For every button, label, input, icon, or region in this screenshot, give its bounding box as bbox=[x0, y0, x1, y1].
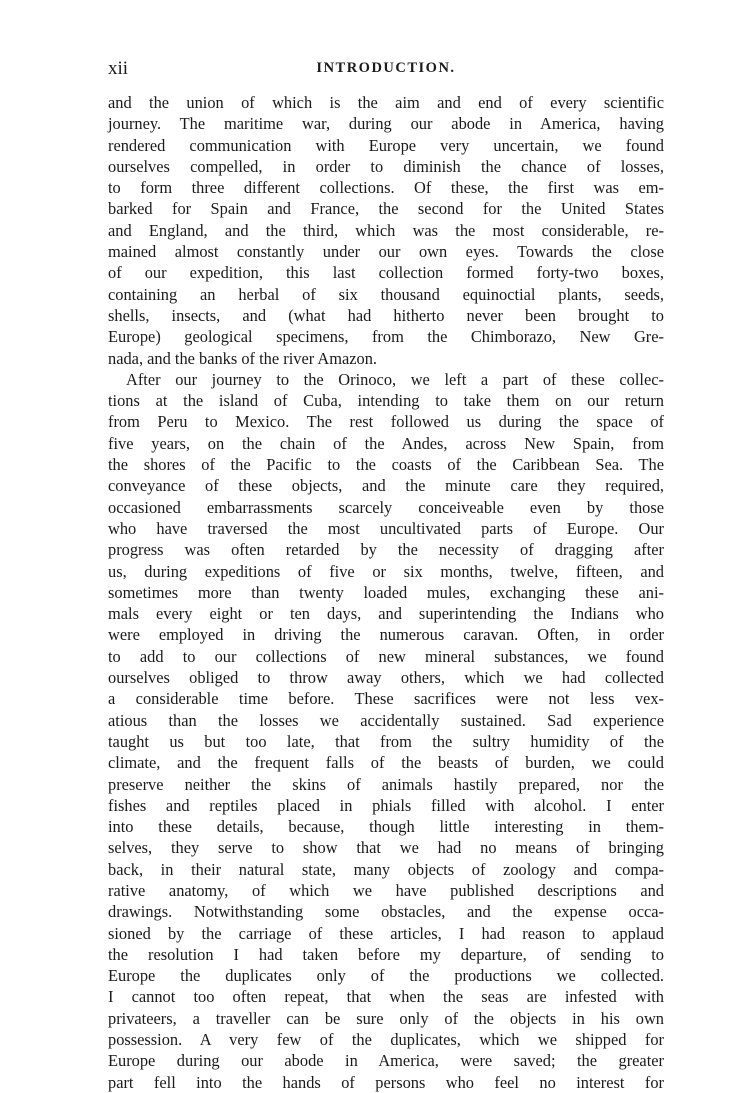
text-line: to add to our collections of new mineral substances, we found bbox=[108, 646, 664, 666]
text-line: After our journey to the Orinoco, we left a part of these collec- bbox=[126, 369, 664, 389]
text-line: I cannot too often repeat, that when the seas are infested with bbox=[108, 987, 664, 1007]
text-line: drawings. Notwithstanding some obstacles, and the expense occa- bbox=[108, 902, 664, 922]
text-line: us, during expeditions of five or six months, twelve, fifteen, and bbox=[108, 561, 664, 581]
text-line: the shores of the Pacific to the coasts of the Caribbean Sea. The bbox=[108, 455, 664, 475]
text-line: the resolution I had taken before my departure, of sending to bbox=[108, 944, 664, 964]
paragraph bbox=[108, 92, 664, 369]
text-line: mained almost constantly under our own eyes. Towards the close bbox=[108, 242, 664, 262]
text-line: Europe during our abode in America, were saved; the greater bbox=[108, 1051, 664, 1071]
text-line: from Peru to Mexico. The rest followed us during the space of bbox=[108, 412, 664, 432]
text-line: ourselves compelled, in order to diminish the chance of losses, bbox=[108, 156, 664, 176]
text-line: fishes and reptiles placed in phials filled with alcohol. I enter bbox=[108, 795, 664, 815]
text-line: occasioned embarrassments scarcely conceiveable even by those bbox=[108, 497, 664, 517]
text-line: part fell into the hands of persons who feel no interest for bbox=[108, 1072, 664, 1092]
text-line: conveyance of these objects, and the minute care they required, bbox=[108, 476, 664, 496]
text-line: ourselves obliged to throw away others, which we had collected bbox=[108, 668, 664, 688]
text-line: tions at the island of Cuba, intending to take them on our return bbox=[108, 391, 664, 411]
text-line: possession. A very few of the duplicates, which we shipped for bbox=[108, 1030, 664, 1050]
text-line: sometimes more than twenty loaded mules, exchanging these ani- bbox=[108, 582, 664, 602]
text-line: who have traversed the most uncultivated parts of Europe. Our bbox=[108, 518, 664, 538]
text-line: taught us but too late, that from the sultry humidity of the bbox=[108, 731, 664, 751]
text-line: Europe the duplicates only of the productions we collected. bbox=[108, 966, 664, 986]
page-number: xii bbox=[108, 58, 129, 79]
text-line: nada, and the banks of the river Amazon. bbox=[108, 348, 377, 368]
text-line: were employed in driving the numerous caravan. Often, in order bbox=[108, 625, 664, 645]
text-line: barked for Spain and France, the second for the United States bbox=[108, 199, 664, 219]
text-line: mals every eight or ten days, and superintending the Indians who bbox=[108, 604, 664, 624]
body-text bbox=[108, 92, 664, 1093]
text-line: progress was often retarded by the necessity of dragging after bbox=[108, 540, 664, 560]
text-line: atious than the losses we accidentally sustained. Sad experience bbox=[108, 710, 664, 730]
text-line: privateers, a traveller can be sure only of the objects in his own bbox=[108, 1008, 664, 1028]
running-head bbox=[108, 58, 664, 92]
text-line: containing an herbal of six thousand equinoctial plants, seeds, bbox=[108, 284, 664, 304]
text-line: selves, they serve to show that we had no means of bringing bbox=[108, 838, 664, 858]
text-line: shells, insects, and (what had hitherto never been brought to bbox=[108, 305, 664, 325]
text-line: five years, on the chain of the Andes, across New Spain, from bbox=[108, 433, 664, 453]
text-line: and England, and the third, which was the most considerable, re- bbox=[108, 220, 664, 240]
text-line: back, in their natural state, many objects of zoology and compa- bbox=[108, 859, 664, 879]
text-line: to form three different collections. Of these, the first was em- bbox=[108, 178, 664, 198]
text-line: Europe) geological specimens, from the Chimborazo, New Gre- bbox=[108, 327, 664, 347]
text-line: into these details, because, though little interesting in them- bbox=[108, 817, 664, 837]
text-line: climate, and the frequent falls of the beasts of burden, we could bbox=[108, 753, 664, 773]
text-line: rative anatomy, of which we have published descriptions and bbox=[108, 880, 664, 900]
text-line: journey. The maritime war, during our abode in America, having bbox=[108, 114, 664, 134]
running-title: INTRODUCTION. bbox=[316, 60, 456, 76]
text-line: rendered communication with Europe very uncertain, we found bbox=[108, 135, 664, 155]
text-line: of our expedition, this last collection formed forty-two boxes, bbox=[108, 263, 664, 283]
text-line: preserve neither the skins of animals hastily prepared, nor the bbox=[108, 774, 664, 794]
paragraph bbox=[108, 369, 664, 1093]
text-line: a considerable time before. These sacrifices were not less vex- bbox=[108, 689, 664, 709]
text-line: sioned by the carriage of these articles, I had reason to applaud bbox=[108, 923, 664, 943]
text-line: and the union of which is the aim and end of every scientific bbox=[108, 93, 664, 112]
